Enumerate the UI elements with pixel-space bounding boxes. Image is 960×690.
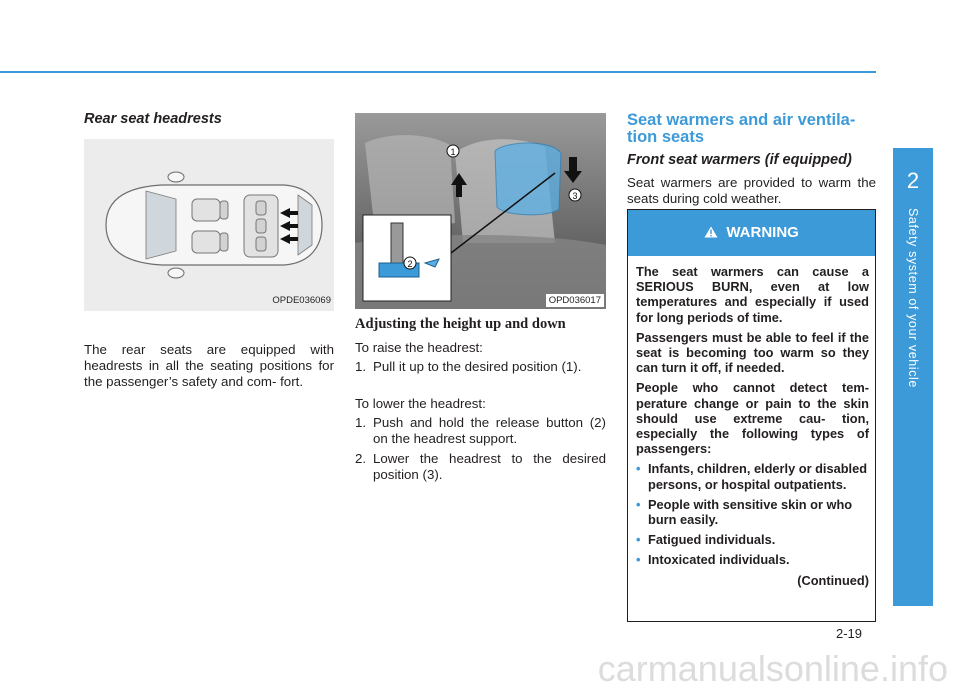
headrest-adjustment-illustration [355,113,606,309]
warning-triangle-icon [704,224,726,241]
footer-watermark [0,646,960,689]
vehicle-top-view-figure [84,139,334,311]
step-number: 1. [355,415,367,430]
chapter-title: Safety system of your vehicle [906,208,920,388]
bullet-dot-icon: • [636,552,641,568]
headrest-adjustment-figure [355,113,606,309]
warning-bullet-3 [636,532,869,547]
warning-bullet-1 [636,461,869,491]
bullet-text: Infants, children, elderly or disabled persons, or hospital outpatients. [648,461,868,492]
figure-code: OPD036017 [546,294,604,307]
page-number: 2-19 [836,626,863,641]
callout-1: 1 [450,147,456,157]
callout-2: 2 [407,259,413,269]
chapter-number: 2 [906,168,920,193]
raise-intro: To raise the headrest: [355,340,483,355]
callout-3: 3 [572,191,578,201]
warning-bullet-4 [636,552,869,567]
warning-box [627,209,876,622]
bullet-dot-icon: • [636,461,641,477]
heading-line-1: Seat warmers and air ventila- [627,111,856,129]
step-number: 2. [355,451,367,466]
warning-body [636,264,869,588]
seat-warmers-heading [627,112,877,146]
step-text: Pull it up to the desired position (1). [373,359,582,374]
warning-paragraph-2: Passengers must be able to feel if the seat is becoming too warm so they can turn it off, if needed. [636,329,869,376]
warning-header [628,210,875,256]
step-text: Push and hold the release button (2) on the headrest support. [373,415,606,446]
bullet-dot-icon: • [636,496,641,512]
vehicle-top-view-illustration [84,139,334,311]
bullet-text: Fatigued individuals. [648,532,776,548]
top-rule [0,71,876,73]
watermark-text[interactable]: carmanualsonline.info [597,648,948,689]
seat-warmers-paragraph: Seat warmers are provided to warm the seats during cold weather. [627,175,876,206]
step-number: 1. [355,359,367,374]
warning-bullet-2 [636,497,869,527]
bullet-text: Intoxicated individuals. [648,552,790,568]
warning-title-row [628,224,875,241]
bullet-text: People with sensitive skin or who burn easily. [648,496,853,528]
lower-step-2 [355,451,606,485]
warning-paragraph-3: People who cannot detect tem- perature change or pain to the skin should use extreme cau- tion, especially the following types of passengers: [636,380,869,457]
step-text: Lower the headrest to the desired position (3). [373,451,606,482]
front-seat-warmers-subheading: Front seat warmers (if equipped) [627,152,852,168]
rear-headrest-paragraph: The rear seats are equipped with headrests in all the seating positions for the passenger’s safety and com- fort. [84,342,334,389]
continued-label: (Continued) [797,572,869,588]
figure-code: OPDE036069 [272,295,331,306]
heading-line-2: tion seats [627,128,705,146]
bullet-dot-icon: • [636,532,641,548]
chapter-tab [893,148,933,606]
lower-step-1 [355,415,606,449]
rear-seat-headrests-heading: Rear seat headrests [84,111,222,127]
adjusting-height-heading: Adjusting the height up and down [355,316,566,332]
lower-intro: To lower the headrest: [355,396,486,411]
warning-paragraph-1: The seat warmers can cause a SERIOUS BURN, even at low temperatures and especially if used for long periods of time. [636,264,869,325]
warning-title: WARNING [726,224,799,241]
